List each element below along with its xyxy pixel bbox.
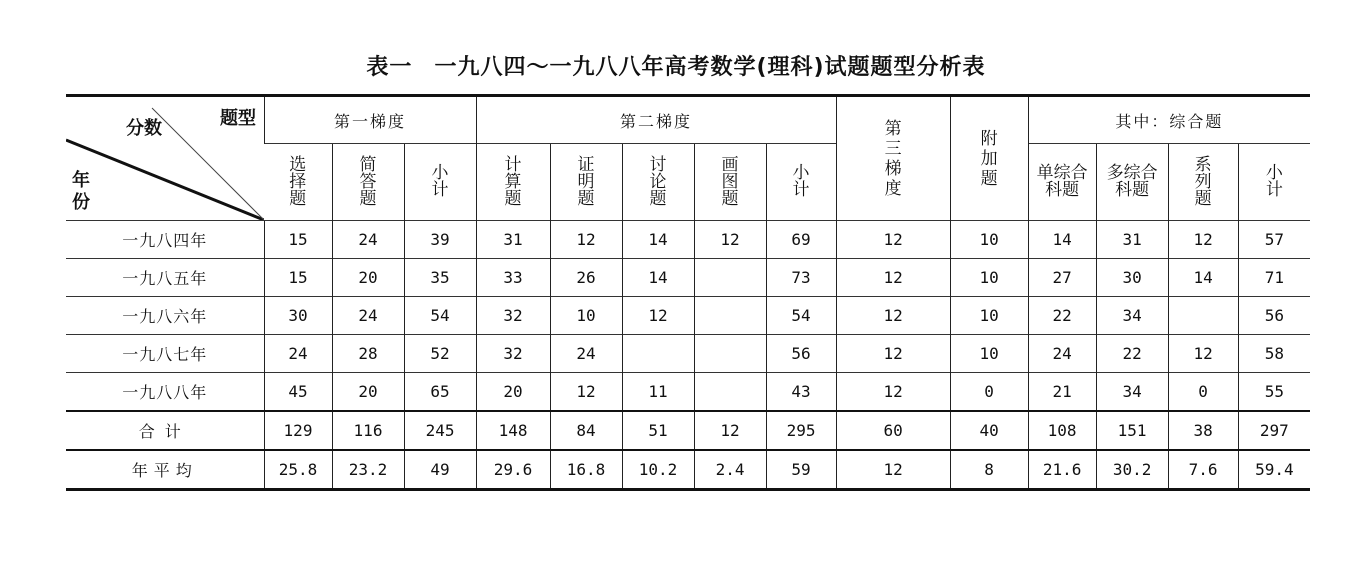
analysis-table	[66, 94, 1310, 491]
cell: 24	[264, 335, 332, 373]
cell: 7.6	[1168, 450, 1238, 490]
total-label: 合计	[66, 411, 264, 450]
cell: 12	[1168, 335, 1238, 373]
cell: 0	[950, 373, 1028, 412]
cell: 151	[1096, 411, 1168, 450]
cell: 21	[1028, 373, 1096, 412]
group-header-third: 第三梯度	[836, 96, 950, 221]
cell: 12	[1168, 221, 1238, 259]
cell: 35	[404, 259, 476, 297]
caption-prefix: 表一	[366, 55, 413, 80]
cell: 49	[404, 450, 476, 490]
cell: 58	[1238, 335, 1310, 373]
cell: 52	[404, 335, 476, 373]
cell: 8	[950, 450, 1028, 490]
cell: 245	[404, 411, 476, 450]
cell: 31	[476, 221, 550, 259]
cell: 12	[836, 450, 950, 490]
cell: 34	[1096, 297, 1168, 335]
cell: 56	[766, 335, 836, 373]
cell	[694, 335, 766, 373]
cell: 30.2	[1096, 450, 1168, 490]
cell: 40	[950, 411, 1028, 450]
cell: 54	[766, 297, 836, 335]
cell: 10	[950, 297, 1028, 335]
cell: 129	[264, 411, 332, 450]
sub-header-calculation: 计算题	[476, 144, 550, 221]
sub-header-choice: 选择题	[264, 144, 332, 221]
cell: 38	[1168, 411, 1238, 450]
table-caption	[0, 50, 1352, 81]
cell: 30	[1096, 259, 1168, 297]
sub-header-series: 系列题	[1168, 144, 1238, 221]
cell: 26	[550, 259, 622, 297]
cell: 25.8	[264, 450, 332, 490]
cell: 33	[476, 259, 550, 297]
cell: 69	[766, 221, 836, 259]
cell: 57	[1238, 221, 1310, 259]
cell: 10	[550, 297, 622, 335]
row-year-label: 一九八六年	[66, 297, 264, 335]
average-label: 年平均	[66, 450, 264, 490]
cell: 34	[1096, 373, 1168, 412]
cell: 11	[622, 373, 694, 412]
cell: 84	[550, 411, 622, 450]
cell: 12	[694, 411, 766, 450]
cell: 10	[950, 221, 1028, 259]
cell: 2.4	[694, 450, 766, 490]
row-year-label: 一九八八年	[66, 373, 264, 412]
cell: 24	[332, 297, 404, 335]
cell: 24	[332, 221, 404, 259]
cell	[694, 259, 766, 297]
cell: 59.4	[1238, 450, 1310, 490]
cell: 14	[1168, 259, 1238, 297]
cell: 297	[1238, 411, 1310, 450]
cell: 24	[550, 335, 622, 373]
cell: 14	[622, 221, 694, 259]
average-row	[66, 450, 1310, 490]
cell	[694, 373, 766, 412]
cell: 14	[1028, 221, 1096, 259]
cell: 12	[836, 335, 950, 373]
group-header-appendix: 附加题	[950, 96, 1028, 221]
cell: 28	[332, 335, 404, 373]
cell: 15	[264, 221, 332, 259]
sub-header-drawing: 画图题	[694, 144, 766, 221]
cell: 27	[1028, 259, 1096, 297]
cell: 39	[404, 221, 476, 259]
table-row	[66, 373, 1310, 412]
cell: 43	[766, 373, 836, 412]
sub-header-multi-comprehensive: 多综合科题	[1096, 144, 1168, 221]
cell: 10	[950, 259, 1028, 297]
row-year-label: 一九八七年	[66, 335, 264, 373]
cell: 20	[332, 259, 404, 297]
cell: 12	[836, 259, 950, 297]
cell: 108	[1028, 411, 1096, 450]
sub-header-subtotal-1: 小计	[404, 144, 476, 221]
cell: 31	[1096, 221, 1168, 259]
cell: 12	[836, 297, 950, 335]
table-row	[66, 297, 1310, 335]
sub-header-single-comprehensive: 单综合科题	[1028, 144, 1096, 221]
cell	[1168, 297, 1238, 335]
corner-header	[66, 96, 264, 221]
cell: 15	[264, 259, 332, 297]
corner-score-label: 分数	[126, 117, 162, 139]
table-row	[66, 335, 1310, 373]
row-year-label: 一九八五年	[66, 259, 264, 297]
sub-header-discussion: 讨论题	[622, 144, 694, 221]
cell: 20	[332, 373, 404, 412]
caption-title: 一九八四～一九八八年高考数学(理科)试题题型分析表	[434, 55, 986, 80]
cell: 12	[550, 221, 622, 259]
cell: 10	[950, 335, 1028, 373]
cell	[622, 335, 694, 373]
sub-header-subtotal-3: 小计	[1238, 144, 1310, 221]
sub-header-subtotal-2: 小计	[766, 144, 836, 221]
cell: 54	[404, 297, 476, 335]
header-row-1	[66, 96, 1310, 144]
cell: 116	[332, 411, 404, 450]
cell: 32	[476, 335, 550, 373]
cell: 12	[836, 373, 950, 412]
cell: 45	[264, 373, 332, 412]
cell: 20	[476, 373, 550, 412]
cell: 295	[766, 411, 836, 450]
cell: 10.2	[622, 450, 694, 490]
cell: 60	[836, 411, 950, 450]
cell: 148	[476, 411, 550, 450]
cell: 16.8	[550, 450, 622, 490]
cell: 12	[622, 297, 694, 335]
cell: 12	[694, 221, 766, 259]
row-year-label: 一九八四年	[66, 221, 264, 259]
cell: 0	[1168, 373, 1238, 412]
total-row	[66, 411, 1310, 450]
corner-year-label: 年份	[72, 169, 90, 213]
sub-header-short-answer: 简答题	[332, 144, 404, 221]
corner-type-label: 题型	[220, 107, 256, 129]
sub-header-proof: 证明题	[550, 144, 622, 221]
cell: 65	[404, 373, 476, 412]
cell: 12	[550, 373, 622, 412]
cell: 71	[1238, 259, 1310, 297]
cell: 56	[1238, 297, 1310, 335]
table-row	[66, 221, 1310, 259]
cell: 59	[766, 450, 836, 490]
cell: 22	[1096, 335, 1168, 373]
cell: 23.2	[332, 450, 404, 490]
cell	[694, 297, 766, 335]
cell: 32	[476, 297, 550, 335]
table-row	[66, 259, 1310, 297]
cell: 12	[836, 221, 950, 259]
cell: 55	[1238, 373, 1310, 412]
cell: 51	[622, 411, 694, 450]
group-header-comprehensive: 其中：综合题	[1028, 96, 1310, 144]
cell: 24	[1028, 335, 1096, 373]
cell: 30	[264, 297, 332, 335]
cell: 21.6	[1028, 450, 1096, 490]
cell: 73	[766, 259, 836, 297]
group-header-first: 第一梯度	[264, 96, 476, 144]
cell: 14	[622, 259, 694, 297]
group-header-second: 第二梯度	[476, 96, 836, 144]
cell: 29.6	[476, 450, 550, 490]
cell: 22	[1028, 297, 1096, 335]
